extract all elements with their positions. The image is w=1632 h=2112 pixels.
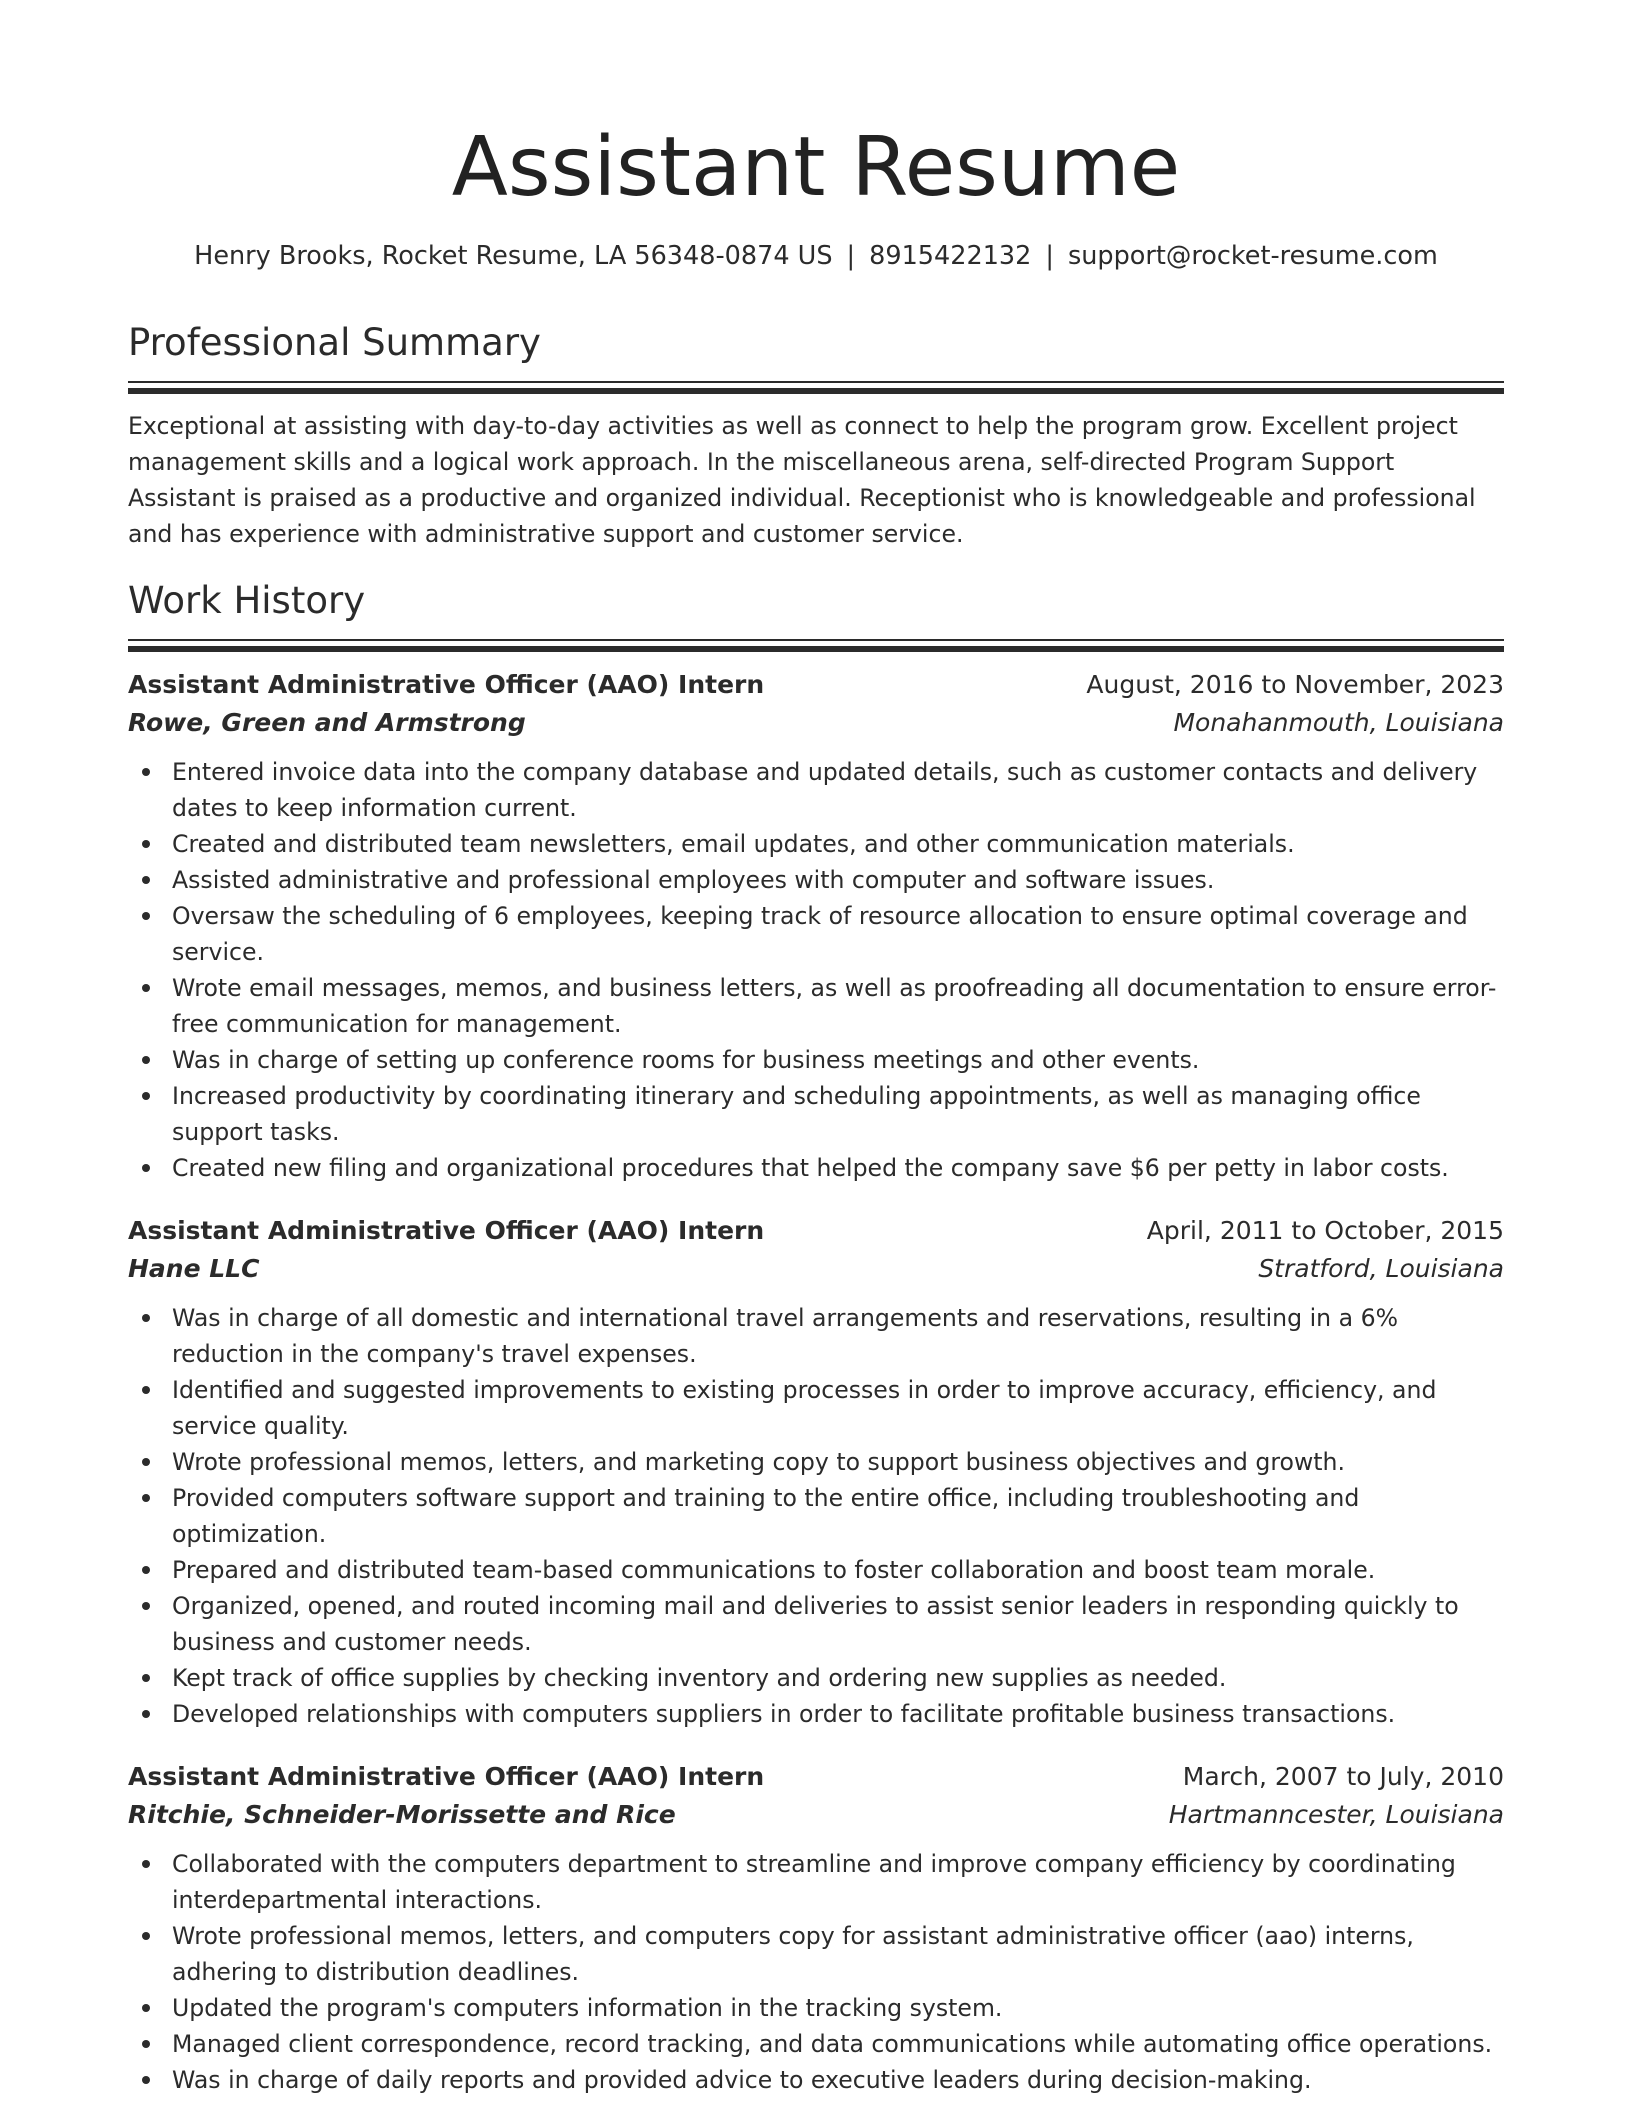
bullet-item: Assisted administrative and professional employees with computer and software issues. (172, 862, 1504, 898)
job-dates: April, 2011 to October, 2015 (1146, 1216, 1504, 1245)
section-divider-thin (128, 639, 1504, 641)
summary-text: Exceptional at assisting with day-to-day activities as well as connect to help the program grow. Excellent project management skills and a logical work approach. In the miscellaneous arena, self-directed Program Support Assistant is praised as a productive and organized individual. Receptionist who is knowledgeable and professional and has experience with administrative support and customer service. (128, 412, 1476, 548)
section-heading: Work History (128, 579, 366, 622)
job-location: Hartmanncester, Louisiana (1168, 1800, 1504, 1829)
bullet-item: Increased productivity by coordinating itinerary and scheduling appointments, as well as managing office support tasks. (172, 1078, 1504, 1150)
bullet-item: Organized, opened, and routed incoming mail and deliveries to assist senior leaders in responding quickly to business and customer needs. (172, 1588, 1504, 1660)
bullet-item: Prepared and distributed team-based communications to foster collaboration and boost team morale. (172, 1552, 1504, 1588)
contact-phone: 8915422132 (869, 241, 1032, 271)
job-dates: March, 2007 to July, 2010 (1182, 1762, 1504, 1791)
bullet-item: Was in charge of all domestic and international travel arrangements and reservations, resulting in a 6% reduction in the company's travel expenses. (172, 1300, 1504, 1372)
contact-line (128, 238, 1504, 274)
job-title: Assistant Administrative Officer (AAO) Intern (128, 1216, 765, 1245)
document-title: Assistant Resume (451, 120, 1181, 215)
bullet-item: Collaborated with the computers department to streamline and improve company efficiency by coordinating interdepartmental interactions. (172, 1846, 1504, 1918)
bullet-item: Identified and suggested improvements to existing processes in order to improve accuracy, efficiency, and service quality. (172, 1372, 1504, 1444)
bullet-item: Updated the program's computers information in the tracking system. (172, 1990, 1504, 2026)
section-divider-thick (128, 388, 1504, 394)
bullet-item: Developed relationships with computers suppliers in order to facilitate profitable business transactions. (172, 1696, 1504, 1732)
bullet-item: Oversaw the scheduling of 6 employees, keeping track of resource allocation to ensure optimal coverage and service. (172, 898, 1504, 970)
job-location: Monahanmouth, Louisiana (1173, 708, 1504, 737)
bullet-item: Wrote professional memos, letters, and marketing copy to support business objectives and growth. (172, 1444, 1504, 1480)
bullet-item: Managed client correspondence, record tracking, and data communications while automating office operations. (172, 2026, 1504, 2062)
section-divider-thin (128, 381, 1504, 383)
work-history-section (128, 576, 1504, 2098)
job-entry (128, 666, 1504, 1186)
bullet-item: Entered invoice data into the company database and updated details, such as customer contacts and delivery dates to keep information current. (172, 754, 1504, 826)
job-location: Stratford, Louisiana (1258, 1254, 1504, 1283)
job-dates: August, 2016 to November, 2023 (1086, 670, 1504, 699)
bullet-item: Wrote email messages, memos, and business letters, as well as proofreading all documentation to ensure error-free communication for management. (172, 970, 1504, 1042)
job-title: Assistant Administrative Officer (AAO) Intern (128, 670, 765, 699)
bullet-item: Provided computers software support and training to the entire office, including troubleshooting and optimization. (172, 1480, 1504, 1552)
professional-summary-section (128, 318, 1504, 552)
job-bullets (128, 754, 1504, 1186)
bullet-item: Kept track of office supplies by checking inventory and ordering new supplies as needed. (172, 1660, 1504, 1696)
bullet-item: Created new filing and organizational procedures that helped the company save $6 per petty in labor costs. (172, 1150, 1504, 1186)
job-title: Assistant Administrative Officer (AAO) Intern (128, 1762, 765, 1791)
job-bullets (128, 1846, 1504, 2098)
contact-separator: | (1045, 241, 1054, 271)
bullet-item: Was in charge of daily reports and provided advice to executive leaders during decision-making. (172, 2062, 1504, 2098)
bullet-item: Wrote professional memos, letters, and computers copy for assistant administrative officer (aao) interns, adhering to distribution deadlines. (172, 1918, 1504, 1990)
section-divider-thick (128, 646, 1504, 652)
bullet-item: Was in charge of setting up conference rooms for business meetings and other events. (172, 1042, 1504, 1078)
contact-email: support@rocket-resume.com (1067, 241, 1438, 271)
job-company: Rowe, Green and Armstrong (128, 708, 526, 737)
job-bullets (128, 1300, 1504, 1732)
job-entry (128, 1212, 1504, 1732)
bullet-item: Created and distributed team newsletters, email updates, and other communication materials. (172, 826, 1504, 862)
section-heading: Professional Summary (128, 321, 541, 364)
job-company: Hane LLC (128, 1254, 260, 1283)
contact-separator: | (846, 241, 856, 271)
job-company: Ritchie, Schneider-Morissette and Rice (128, 1800, 676, 1829)
contact-address: Henry Brooks, Rocket Resume, LA 56348-0874 US (194, 241, 833, 271)
job-entry (128, 1758, 1504, 2098)
